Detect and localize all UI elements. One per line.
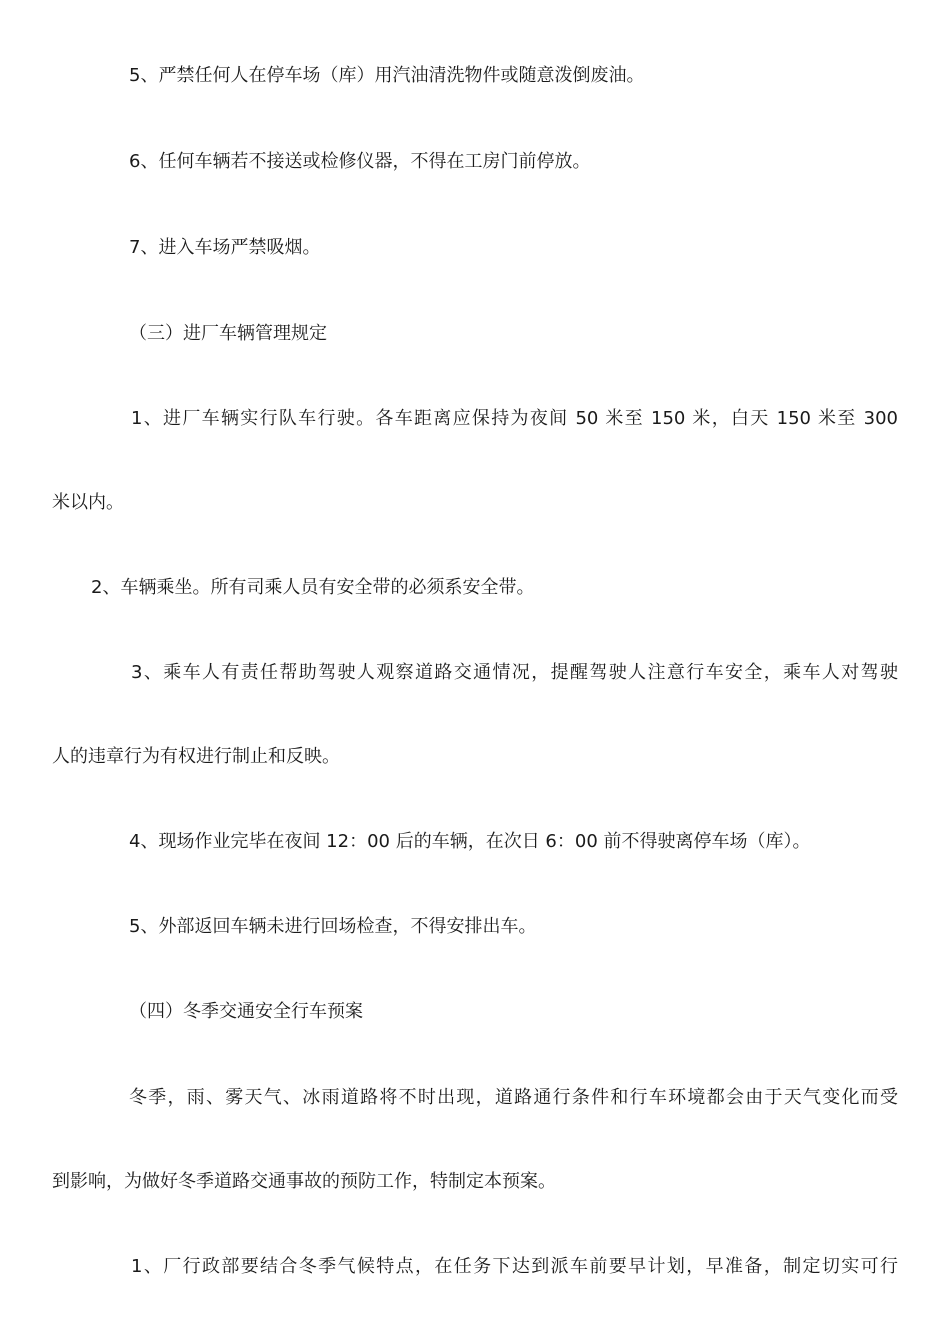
- paragraph-rule-3-passenger-line-1: 3、乘车人有责任帮助驾驶人观察道路交通情况，提醒驾驶人注意行车安全，乘车人对驾驶: [131, 662, 898, 683]
- paragraph-winter-rule-1-line-1: 1、厂行政部要结合冬季气候特点，在任务下达到派车前要早计划，早准备，制定切实可行: [131, 1256, 898, 1277]
- paragraph-winter-intro-line-1: 冬季，雨、雾天气、冰雨道路将不时出现，道路通行条件和行车环境都会由于天气变化而受: [129, 1087, 898, 1108]
- paragraph-winter-intro-line-2: 到影响，为做好冬季道路交通事故的预防工作，特制定本预案。: [52, 1171, 556, 1192]
- paragraph-rule-7-parking: 7、进入车场严禁吸烟。: [129, 237, 321, 258]
- paragraph-rule-5-parking: 5、严禁任何人在停车场（库）用汽油清洗物件或随意泼倒废油。: [129, 65, 645, 86]
- paragraph-rule-3-passenger-line-2: 人的违章行为有权进行制止和反映。: [52, 746, 340, 767]
- paragraph-rule-1-convoy-line-1: 1、进厂车辆实行队车行驶。各车距离应保持为夜间 50 米至 150 米，白天 150 米至 300: [131, 408, 898, 429]
- paragraph-rule-4-night-work: 4、现场作业完毕在夜间 12：00 后的车辆，在次日 6：00 前不得驶离停车场（库）。: [129, 831, 811, 852]
- section-heading-3: （三）进厂车辆管理规定: [129, 323, 327, 344]
- paragraph-rule-2-seatbelt: 2、车辆乘坐。所有司乘人员有安全带的必须系安全带。: [91, 577, 535, 598]
- paragraph-rule-6-parking: 6、任何车辆若不接送或检修仪器，不得在工房门前停放。: [129, 151, 591, 172]
- section-heading-4: （四）冬季交通安全行车预案: [129, 1001, 363, 1022]
- paragraph-rule-1-convoy-line-2: 米以内。: [52, 492, 124, 513]
- paragraph-rule-5-return-check: 5、外部返回车辆未进行回场检查，不得安排出车。: [129, 916, 537, 937]
